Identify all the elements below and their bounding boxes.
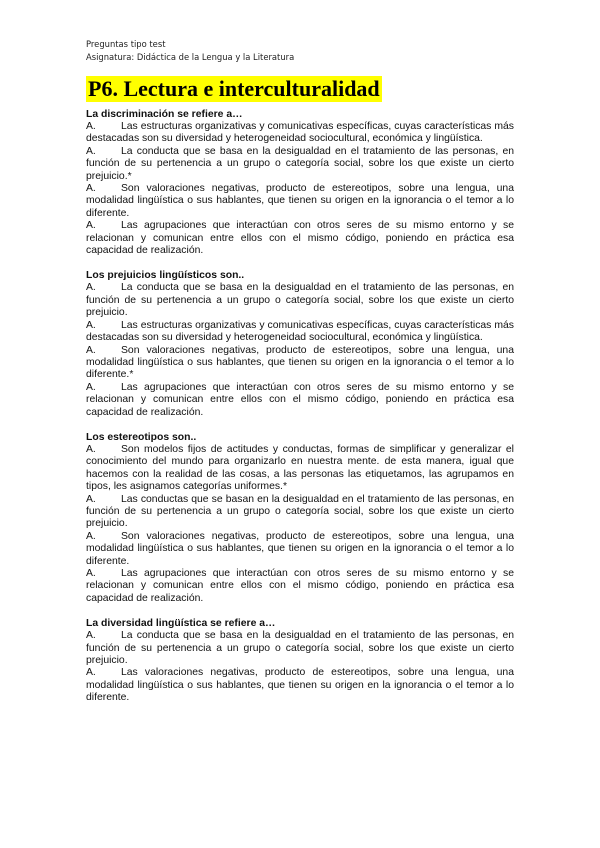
header-line-1: Preguntas tipo test (86, 39, 166, 49)
answer-option (86, 630, 514, 667)
option-text: Son valoraciones negativas, producto de estereotipos, sobre una lengua, una modalidad lingüística o sus hablantes, que tienen su origen en la ignorancia o el temor a lo diferente. (86, 183, 514, 219)
option-letter: A. (86, 568, 96, 579)
answer-option (86, 568, 514, 605)
answer-option (86, 282, 514, 319)
question-text: Los estereotipos son.. (86, 431, 197, 443)
option-letter: A. (86, 381, 96, 393)
page-header (86, 38, 514, 64)
option-text: Son valoraciones negativas, producto de estereotipos, sobre una lengua, una modalidad lingüística o sus hablantes, que tienen su origen en la ignorancia o el temor a lo diferente.* (86, 344, 514, 381)
answer-option (86, 220, 514, 257)
option-text: Las conductas que se basan en la desigualdad en el tratamiento de las personas, en función de su pertenencia a un grupo o categoría social, sobre los que existe un cierto prejuicio. (86, 493, 514, 530)
page-title: P6. Lectura e interculturalidad (88, 76, 380, 101)
question-3 (86, 431, 514, 605)
question-4 (86, 617, 514, 704)
option-text: Son valoraciones negativas, producto de estereotipos, sobre una lengua, una modalidad lingüística o sus hablantes, que tienen su origen en la ignorancia o el temor a lo diferente. (86, 530, 514, 567)
option-letter: A. (86, 183, 96, 195)
option-text: La conducta que se basa en la desigualdad en el tratamiento de las personas, en función de su pertenencia a un grupo o categoría social, sobre los que existe un cierto prejuicio. (86, 630, 514, 667)
option-letter: A. (86, 493, 96, 505)
answer-option (86, 444, 514, 494)
question-text: Los prejuicios lingüísticos son.. (86, 270, 245, 282)
question-1 (86, 108, 514, 257)
option-text: La conducta que se basa en la desigualdad en el tratamiento de las personas, en función de su pertenencia a un grupo o categoría social, sobre los que existe un cierto prejuicio.* (86, 145, 514, 182)
header-line-2: Asignatura: Didáctica de la Lengua y la Literatura (86, 52, 295, 62)
option-letter: A. (86, 443, 96, 455)
answer-option (86, 667, 514, 704)
answer-option (86, 345, 514, 382)
answer-option (86, 121, 514, 146)
answer-option (86, 494, 514, 531)
option-text: Las estructuras organizativas y comunicativas específicas, cuyas características más destacadas son su diversidad y heterogeneidad sociocultural, económica y lingüística. (86, 319, 514, 344)
option-letter: A. (86, 530, 96, 542)
option-text: Las estructuras organizativas y comunicativas específicas, cuyas características más destacadas son su diversidad y heterogeneidad sociocultural, económica y lingüística. (86, 121, 514, 145)
option-letter: A. (86, 667, 96, 679)
option-letter: A. (86, 121, 96, 132)
option-letter: A. (86, 344, 96, 356)
questions-list (86, 108, 514, 705)
option-text: Son modelos fijos de actitudes y conductas, formas de simplificar y generalizar el conocimiento del mundo para organizarlo en nuestra mente. de esta manera, igual que hacemos con la realidad de las cosas, a las personas las etiquetamos, las agrupamos en tipos, les asignamos categorías uniformes.* (86, 443, 514, 493)
answer-option (86, 320, 514, 345)
option-letter: A. (86, 630, 96, 642)
title-container (86, 76, 514, 102)
question-2 (86, 269, 514, 418)
answer-option (86, 146, 514, 183)
answer-option (86, 183, 514, 220)
option-letter: A. (86, 319, 96, 331)
option-letter: A. (86, 282, 96, 294)
option-letter: A. (86, 220, 96, 232)
option-text: Las agrupaciones que interactúan con otros seres de su mismo entorno y se relacionan y comunican entre ellos con el mismo código, poniendo en práctica esa capacidad de realización. (86, 381, 514, 418)
option-letter: A. (86, 145, 96, 157)
option-text: Las agrupaciones que interactúan con otros seres de su mismo entorno y se relacionan y comunican entre ellos con el mismo código, poniendo en práctica esa capacidad de realización. (86, 568, 514, 604)
question-text: La diversidad lingüística se refiere a… (86, 618, 276, 630)
answer-option (86, 531, 514, 568)
answer-option (86, 382, 514, 419)
option-text: Las valoraciones negativas, producto de estereotipos, sobre una lengua, una modalidad lingüística o sus hablantes, que tienen su origen en la ignorancia o el temor a lo diferente. (86, 667, 514, 704)
option-text: La conducta que se basa en la desigualdad en el tratamiento de las personas, en función de su pertenencia a un grupo o categoría social, sobre los que existe un cierto prejuicio. (86, 282, 514, 319)
option-text: Las agrupaciones que interactúan con otros seres de su mismo entorno y se relacionan y comunican entre ellos con el mismo código, poniendo en práctica esa capacidad de realización. (86, 220, 514, 257)
question-text: La discriminación se refiere a… (86, 109, 243, 120)
